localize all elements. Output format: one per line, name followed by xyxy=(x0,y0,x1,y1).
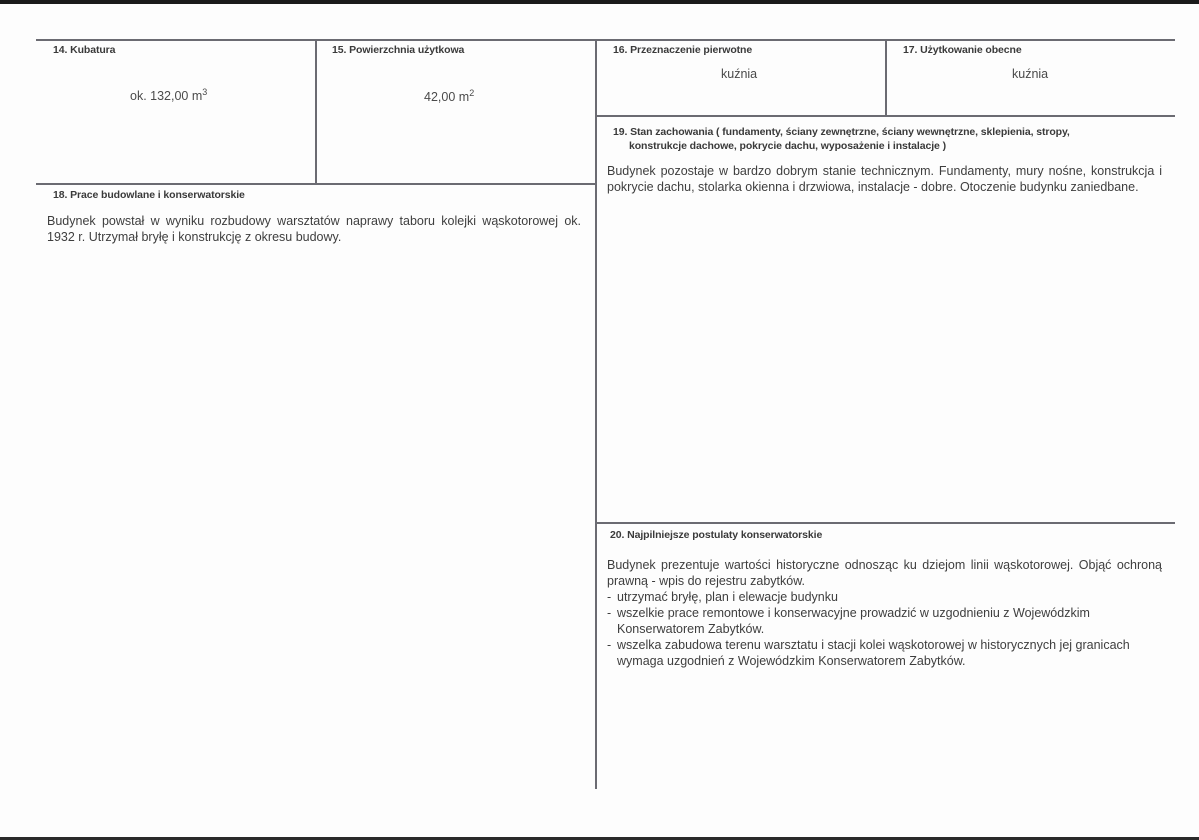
field-15-unit: m xyxy=(458,90,470,104)
field-20-label: 20. Najpilniejsze postulaty konserwatorskie xyxy=(610,529,823,541)
field-14-unit: m xyxy=(191,89,203,103)
field-15-number: 42,00 xyxy=(424,90,456,104)
scan-top-edge xyxy=(0,0,1199,4)
field-14-number: ok. 132,00 xyxy=(130,89,189,103)
list-item: - utrzymać bryłę, plan i elewacje budynku xyxy=(607,589,1162,605)
field-14-value xyxy=(130,86,208,103)
field-20-text xyxy=(607,557,1162,669)
field-19-label-line2: konstrukcje dachowe, pokrycie dachu, wyposażenie i instalacje ) xyxy=(629,140,946,152)
main-column-divider xyxy=(595,39,597,789)
field-18-text xyxy=(47,213,581,245)
rule-above-18 xyxy=(36,183,596,185)
field-20-intro: Budynek prezentuje wartości historyczne odnosząc ku dziejom linii wąskotorowej. Objąć ochroną prawną - wpis do rejestru zabytków. xyxy=(607,558,1162,588)
field-17-value: kuźnia xyxy=(1012,67,1049,81)
field-20-list xyxy=(607,589,1162,669)
field-15-label: 15. Powierzchnia użytkowa xyxy=(332,44,465,56)
list-item: - wszelka zabudowa terenu warsztatu i stacji kolei wąskotorowej w historycznych jej granicach wymaga uzgodnień z Wojewódzkim Konserwatorem Zabytków. xyxy=(607,637,1162,669)
rule-above-20 xyxy=(596,522,1175,524)
rule-below-16-17 xyxy=(596,115,1175,117)
top-rule xyxy=(36,39,1175,41)
field-15-unit-exponent: 2 xyxy=(469,87,475,98)
field-19-label-line1: 19. Stan zachowania ( fundamenty, ściany zewnętrzne, ściany wewnętrzne, sklepienia, stropy, xyxy=(613,126,1070,138)
field-19-text xyxy=(607,163,1162,195)
field-18-paragraph: Budynek powstał w wyniku rozbudowy warsztatów naprawy taboru kolejki wąskotorowej ok. 1932 r. Utrzymał bryłę i konstrukcję z okresu budowy. xyxy=(47,214,581,244)
field-16-value: kuźnia xyxy=(721,67,758,81)
field-18-label: 18. Prace budowlane i konserwatorskie xyxy=(53,189,245,201)
field-17-label: 17. Użytkowanie obecne xyxy=(903,44,1022,56)
field-19-paragraph: Budynek pozostaje w bardzo dobrym stanie technicznym. Fundamenty, mury nośne, konstrukcja i pokrycie dachu, stolarka okienna i drzwiowa, instalacje - dobre. Otoczenie budynku zaniedbane. xyxy=(607,164,1162,194)
list-item: - wszelkie prace remontowe i konserwacyjne prowadzić w uzgodnieniu z Wojewódzkim Konserwatorem Zabytków. xyxy=(607,605,1162,637)
field-14-unit-exponent: 3 xyxy=(202,86,208,97)
divider-14-15 xyxy=(315,39,317,185)
field-15-value xyxy=(424,87,475,104)
field-14-label: 14. Kubatura xyxy=(53,44,116,56)
divider-16-17 xyxy=(885,39,887,116)
field-16-label: 16. Przeznaczenie pierwotne xyxy=(613,44,753,56)
